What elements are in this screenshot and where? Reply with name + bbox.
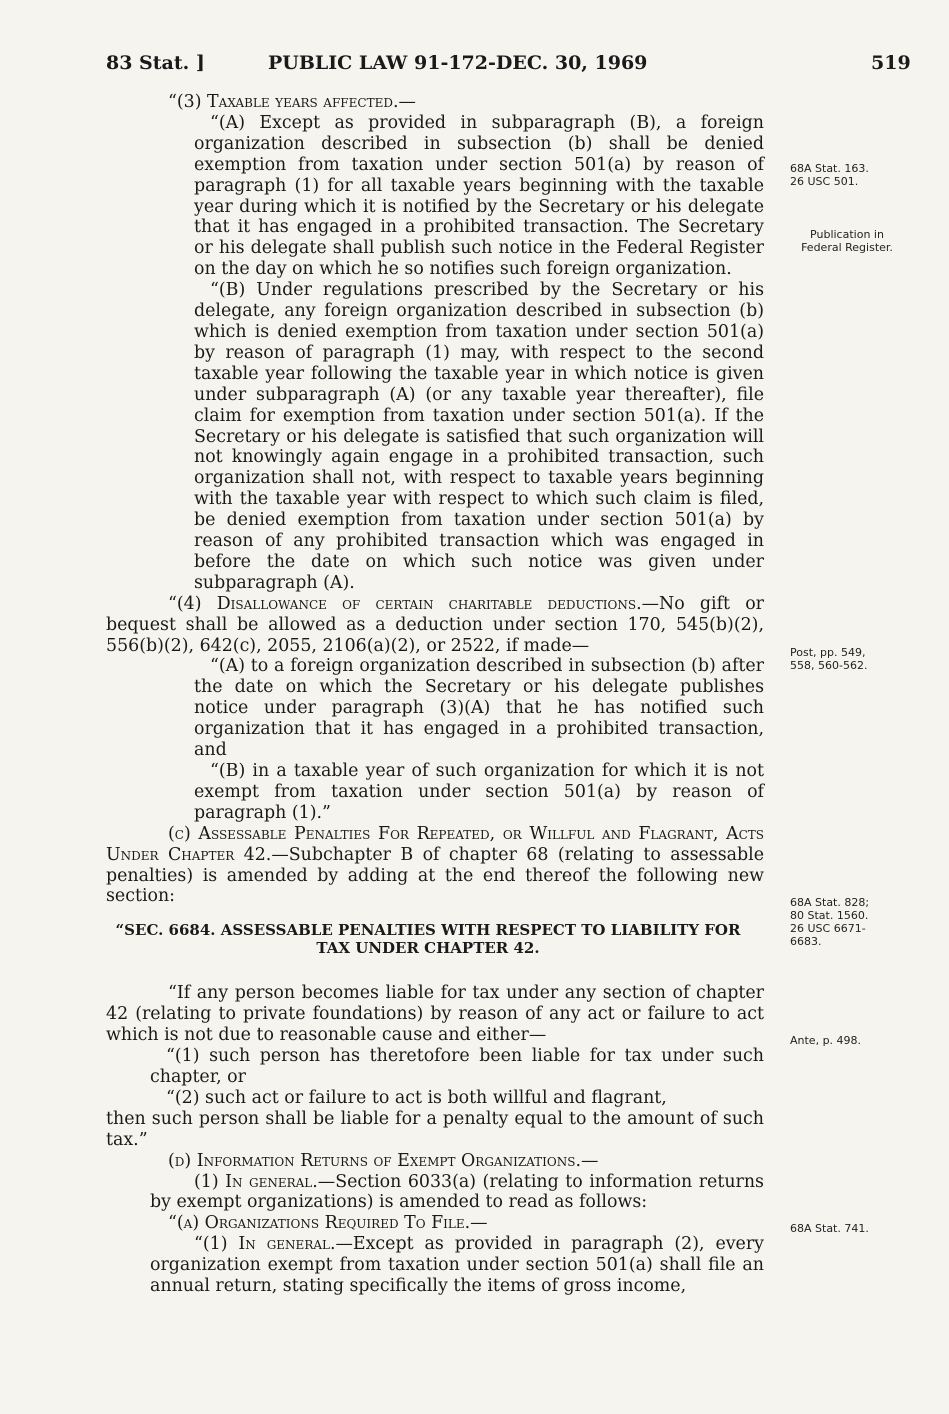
paragraph-4-heading: “(4) Disallowance of certain charitable deductions.— <box>168 593 660 614</box>
paragraph-4-text: No gift or bequest shall be allowed as a deduction under section 170, 545(b)(2), 556(b)(2), 642(c), 2055, 2106(a)(2), or 2522, if made— <box>106 593 764 656</box>
subparagraph-3b: “(B) Under regulations prescribed by the Secretary or his delegate, any foreign organization described in subsection (b) which is denied exemption from taxation under section 501(a) by reason of paragraph (1) may, with respect to the second taxable year following the taxable year in which notice is given under subparagraph (A) (or any taxable year thereafter), file claim for exemption from taxation under section 501(a). If the Secretary or his delegate is satisfied that such organization will not knowingly again engage in a prohibited transaction, such organization shall not, with respect to taxable years beginning with the taxable year with respect to which such claim is filed, be denied exemption from taxation under section 501(a) by reason of any prohibited transaction which was engaged in before the date on which such notice was given under subparagraph (A). <box>194 280 764 593</box>
margin-note-federal-register: Publication in Federal Register. <box>801 228 893 254</box>
statute-text <box>106 92 764 1297</box>
margin-note-citation: 68A Stat. 163. 26 USC 501. <box>790 162 869 188</box>
section-6684-text: “If any person becomes liable for tax under any section of chapter 42 (relating to private foundations) by reason of any act or failure to act which is not due to reasonable cause and either— <box>106 983 764 1046</box>
margin-note-citation: 68A Stat. 828; 80 Stat. 1560. 26 USC 6671- 6683. <box>790 896 870 948</box>
paragraph-3-heading: “(3) Taxable years affected.— <box>168 92 416 112</box>
section-6684-clause-2: “(2) such act or failure to act is both willful and flagrant, <box>166 1087 667 1108</box>
running-head-volume: 83 Stat. ] <box>106 52 205 74</box>
subsection-c <box>106 824 764 908</box>
subsection-d-heading: (d) Information Returns of Exempt Organizations.— <box>168 1150 599 1171</box>
subparagraph-4a: “(A) to a foreign organization described in subsection (b) after the date on which the Secretary or his delegate publishes notice under paragraph (3)(A) that he has notified such organization that it has engaged in a prohibited transaction, and <box>194 656 764 761</box>
paragraph-4 <box>106 594 764 657</box>
page-number: 519 <box>871 52 911 74</box>
section-6684-clause-1: “(1) such person has theretofore been liable for tax under such chapter, or <box>150 1046 764 1087</box>
running-head-title: PUBLIC LAW 91-172-DEC. 30, 1969 <box>268 52 648 74</box>
subparagraph-4b: “(B) in a taxable year of such organization for which it is not exempt from taxation under section 501(a) by reason of paragraph (1).” <box>194 761 764 823</box>
margin-note-citation: 68A Stat. 741. <box>790 1222 869 1235</box>
subsection-c-text: Subchapter B of chapter 68 (relating to assessable penalties) is amended by adding at the end thereof the following new section: <box>106 844 764 907</box>
subsection-d1-text: Section 6033(a) (relating to information returns by exempt organizations) is amended to read as follows: <box>150 1171 764 1213</box>
subsection-c-heading: (c) Assessable Penalties For Repeated, or Willful and Flagrant, Acts Under Chapter 42.— <box>106 823 764 865</box>
subsection-d1 <box>106 1172 764 1214</box>
section-6033a-heading: “(a) Organizations Required To File.— <box>168 1213 488 1234</box>
section-6033a1-text: Except as provided in paragraph (2), every organization exempt from taxation under section 501(a) shall file an annual return, stating specifically the items of gross income, <box>150 1234 764 1297</box>
subparagraph-3a: “(A) Except as provided in subparagraph (B), a foreign organization described in subsection (b) shall be denied exemption from taxation under section 501(a) by reason of paragraph (1) for all taxable years beginning with the taxable year during which it is notified by the Secretary or his delegate that it has engaged in a prohibited transaction. The Secretary or his delegate shall publish such notice in the Federal Register on the day on which he so notifies such foreign organization. <box>194 112 764 280</box>
margin-note-post: Post, pp. 549, 558, 560-562. <box>790 646 868 672</box>
section-6684-heading: “SEC. 6684. ASSESSABLE PENALTIES WITH RESPECT TO LIABILITY FOR TAX UNDER CHAPTER 42. <box>115 921 741 958</box>
section-6033a1-heading: “(1) In general.— <box>194 1234 353 1255</box>
margin-note-ante: Ante, p. 498. <box>790 1034 862 1047</box>
section-6684-closing: then such person shall be liable for a penalty equal to the amount of such tax.” <box>106 1108 764 1150</box>
section-6033a1 <box>106 1234 764 1297</box>
subsection-d1-heading: (1) In general.— <box>194 1171 336 1192</box>
